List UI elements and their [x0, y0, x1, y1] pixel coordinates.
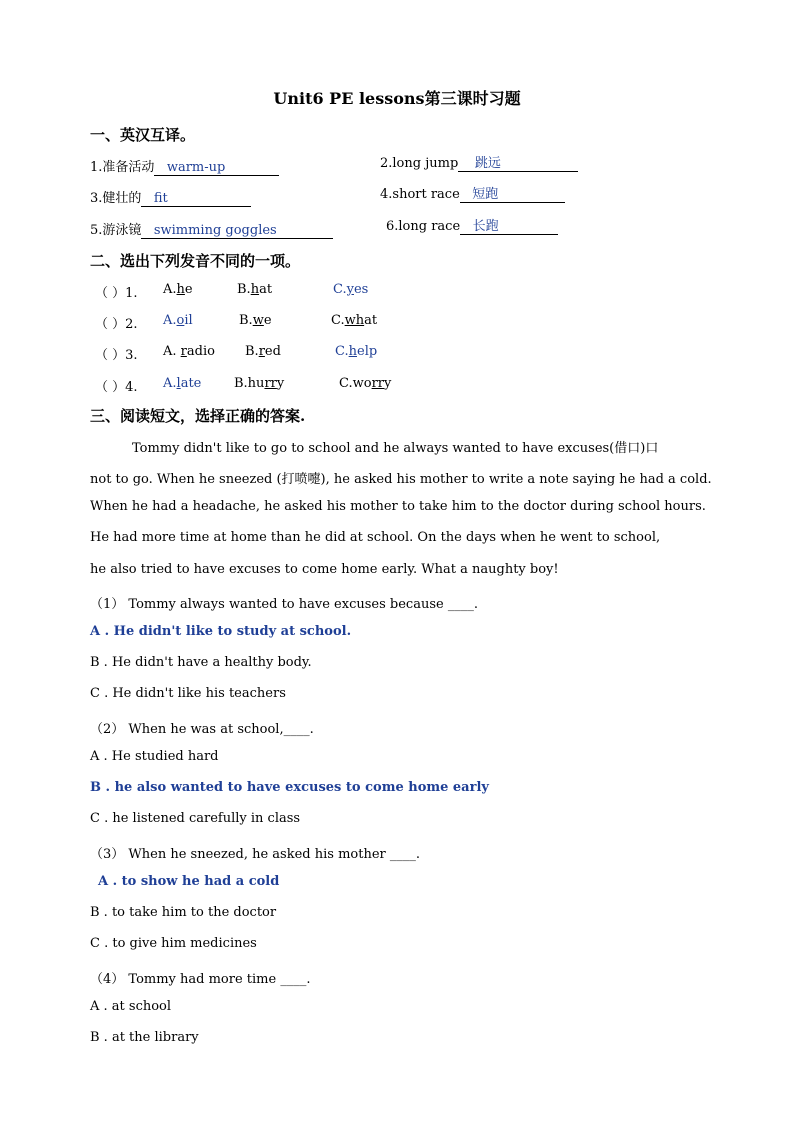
answer-text: fit [153, 191, 168, 206]
item-prompt: 2.long jump [380, 156, 459, 171]
option-c: C . he listened carefully in class [90, 811, 301, 826]
option-prefix: C. [331, 313, 345, 328]
answer-paren: （ ） [95, 286, 126, 301]
option-b: B . He didn't have a healthy body. [90, 655, 312, 670]
question-number: 3. [125, 348, 138, 363]
phonics-question-2 [95, 313, 138, 332]
option-suffix: ed [264, 344, 281, 359]
underlined-letters: o [176, 313, 185, 328]
option-b [239, 313, 272, 328]
answer-text: swimming goggles [153, 223, 277, 238]
answer-blank [141, 192, 251, 207]
option-a: A . at school [90, 999, 172, 1014]
option-b [234, 376, 284, 391]
item-prompt: 6.long race [386, 219, 461, 234]
page-title: Unit6 PE lessons第三课时习题 [273, 89, 521, 108]
option-suffix: elp [357, 344, 378, 359]
answer-blank [458, 157, 578, 172]
item-prompt: 1.准备活动 [90, 160, 155, 175]
answer-blank [154, 161, 279, 176]
option-a-answer [163, 313, 193, 328]
underlined-letters: rr [264, 376, 277, 391]
underlined-letters: wh [344, 313, 365, 328]
option-b [245, 344, 281, 359]
answer-paren: （ ） [95, 317, 126, 332]
passage-line: When he had a headache, he asked his mother to take him to the doctor during school hours. [90, 499, 706, 514]
underlined-letters: w [252, 313, 264, 328]
item-prompt: 4.short race [380, 187, 460, 202]
reading-question-1: （1） Tommy always wanted to have excuses because ____. [90, 597, 478, 612]
underlined-letters: r [258, 344, 265, 359]
underlined-letters: h [250, 282, 260, 297]
option-c: C . He didn't like his teachers [90, 686, 286, 701]
answer-paren: （ ） [95, 348, 126, 363]
option-suffix: e [184, 282, 193, 297]
passage-line: He had more time at home than he did at school. On the days when he went to school, [90, 530, 661, 545]
underlined-letters: r [180, 344, 187, 359]
option-prefix: C. [335, 344, 349, 359]
answer-text: 长跑 [472, 219, 499, 234]
option-suffix: ate [180, 376, 202, 391]
option-a [163, 282, 193, 297]
reading-question-3: （3） When he sneezed, he asked his mother ____. [90, 847, 420, 862]
translation-item-4 [380, 187, 565, 203]
option-b: B . at the library [90, 1030, 199, 1045]
phonics-question-4 [95, 376, 138, 395]
answer-text: warm-up [166, 160, 226, 175]
option-c-answer [333, 282, 368, 297]
option-suffix: es [353, 282, 369, 297]
answer-text: 跳远 [474, 156, 501, 171]
option-prefix: A. [163, 282, 177, 297]
answer-paren: （ ） [95, 380, 126, 395]
option-prefix: B. [237, 282, 251, 297]
translation-item-2 [380, 156, 578, 172]
option-a-answer: A . He didn't like to study at school. [90, 624, 352, 639]
section1-heading: 一、英汉互译。 [90, 126, 196, 144]
option-b-answer: B . he also wanted to have excuses to come home early [90, 780, 489, 795]
section2-heading: 二、选出下列发音不同的一项。 [90, 252, 301, 270]
reading-question-2: （2） When he was at school,____. [90, 722, 314, 737]
item-prompt: 3.健壮的 [90, 191, 142, 206]
translation-item-3 [90, 187, 251, 207]
answer-text: 短跑 [472, 187, 499, 202]
option-prefix: A. [163, 376, 177, 391]
answer-blank [141, 224, 333, 239]
option-b [237, 282, 272, 297]
item-prompt: 5.游泳镜 [90, 223, 142, 238]
option-prefix: A. [163, 313, 177, 328]
section3-heading: 三、阅读短文，选择正确的答案. [90, 407, 306, 425]
translation-item-1 [90, 156, 279, 176]
question-number: 1. [125, 286, 138, 301]
option-suffix: e [263, 313, 272, 328]
reading-question-4: （4） Tommy had more time ____. [90, 972, 311, 987]
passage-line: Tommy didn't like to go to school and he always wanted to have excuses(借口)口 [132, 441, 659, 456]
translation-item-5 [90, 219, 333, 239]
option-a-answer: A . to show he had a cold [98, 874, 280, 889]
passage-line: he also tried to have excuses to come home early. What a naughty boy! [90, 562, 559, 577]
option-a-answer [163, 376, 201, 391]
option-c-answer [335, 344, 377, 359]
option-suffix: at [364, 313, 378, 328]
option-a: A . He studied hard [90, 749, 219, 764]
underlined-letters: l [176, 376, 181, 391]
underlined-letters: rr [371, 376, 385, 391]
option-suffix: y [276, 376, 285, 391]
option-prefix: C.wo [339, 376, 372, 391]
underlined-letters: h [176, 282, 185, 297]
underlined-letters: y [346, 282, 354, 297]
option-a [163, 344, 215, 359]
question-number: 4. [125, 380, 138, 395]
option-prefix: C. [333, 282, 347, 297]
option-suffix: adio [186, 344, 215, 359]
underlined-letters: h [348, 344, 357, 359]
option-prefix: B.hu [234, 376, 265, 391]
option-prefix: B. [239, 313, 253, 328]
phonics-question-1 [95, 282, 138, 301]
question-number: 2. [125, 317, 138, 332]
option-prefix: A. [163, 344, 181, 359]
option-suffix: il [184, 313, 193, 328]
passage-line: not to go. When he sneezed (打喷嚏), he asked his mother to write a note saying he had a cold. [90, 472, 712, 487]
option-prefix: B. [245, 344, 259, 359]
answer-blank [460, 220, 558, 235]
option-b: B . to take him to the doctor [90, 905, 277, 920]
option-c [331, 313, 377, 328]
option-suffix: at [259, 282, 273, 297]
answer-blank [460, 188, 565, 203]
option-suffix: y [384, 376, 392, 391]
option-c [339, 376, 391, 391]
phonics-question-3 [95, 344, 138, 363]
option-c: C . to give him medicines [90, 936, 257, 951]
translation-item-6 [386, 219, 558, 235]
